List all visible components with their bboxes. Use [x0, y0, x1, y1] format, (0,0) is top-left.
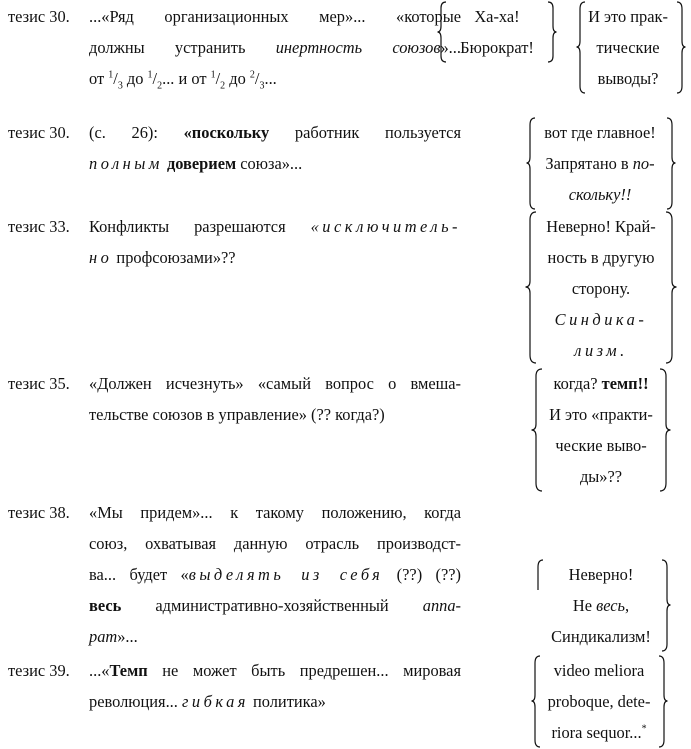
- quote-line: ...«Ряд организационных мер»... «которые: [89, 7, 461, 26]
- thesis-label: тезис 30.: [8, 123, 70, 142]
- right-brace: [661, 559, 671, 652]
- quote-line: тельстве союзов в управление» (?? когда?): [89, 405, 385, 424]
- margin-note: video meliora proboque, dete- riora sequor...*: [547, 661, 651, 742]
- thesis-quote: [89, 211, 461, 273]
- thesis-label: тезис 38.: [8, 503, 70, 522]
- right-brace: [547, 1, 557, 63]
- quote-line: Конфликты разрешаются «исключитель-: [89, 217, 461, 236]
- right-brace: [659, 368, 671, 492]
- quote-line: ...«Темп не может быть предрешен... мировая: [89, 661, 461, 680]
- quote-line: «Должен исчезнуть» «самый вопрос о вмеша-: [89, 374, 461, 393]
- quote-line: но профсоюзами»??: [89, 248, 236, 267]
- quote-line: революция... гибкая политика»: [89, 692, 326, 711]
- quote-line: ва... будет «выделять из себя (??) (??): [89, 565, 461, 584]
- quote-line: от $^1/_3$ до $^1/_2$... и от $^1/_2$ до $^2/_3$...: [89, 69, 277, 92]
- thesis-label: тезис 39.: [8, 661, 70, 680]
- quote-line: (с. 26): «поскольку работник пользуется: [89, 123, 461, 142]
- left-brace: [525, 211, 537, 364]
- margin-note: И это прак- тические выводы?: [588, 7, 668, 88]
- quote-line: рат»...: [89, 627, 138, 646]
- margin-note: Неверно! Не весь, Синдикализм!: [551, 565, 651, 646]
- thesis-quote: [89, 497, 461, 652]
- thesis-quote: [89, 368, 461, 430]
- margin-note: Ха-ха! Бюрократ!: [460, 7, 534, 57]
- right-brace: [658, 655, 668, 748]
- margin-note: вот где главное! Запрятано в по- скольку!!: [544, 123, 656, 204]
- quote-line: союз, охватывая данную отрасль производст-: [89, 534, 461, 553]
- thesis-label: тезис 33.: [8, 217, 70, 236]
- margin-note: Неверно! Край- ность в другую сторону. Синдика- лизм.: [546, 217, 656, 360]
- quote-line: «Мы придем»... к такому положению, когда: [89, 503, 461, 522]
- thesis-label: тезис 35.: [8, 374, 70, 393]
- left-brace: [437, 1, 447, 63]
- thesis-quote: [89, 1, 461, 94]
- right-brace: [666, 117, 676, 210]
- quote-line: должны устранить инертность союзов»...: [89, 38, 461, 57]
- thesis-quote: [89, 655, 461, 717]
- quote-line: полным доверием союза»...: [89, 154, 303, 173]
- right-brace: [665, 211, 677, 364]
- thesis-quote: [89, 117, 461, 179]
- margin-note: когда? темп!! И это «практи- ческие выво- ды»??: [549, 374, 653, 486]
- quote-line: весь административно-хозяйственный аппа-: [89, 596, 461, 615]
- right-brace: [676, 1, 686, 94]
- thesis-label: тезис 30.: [8, 7, 70, 26]
